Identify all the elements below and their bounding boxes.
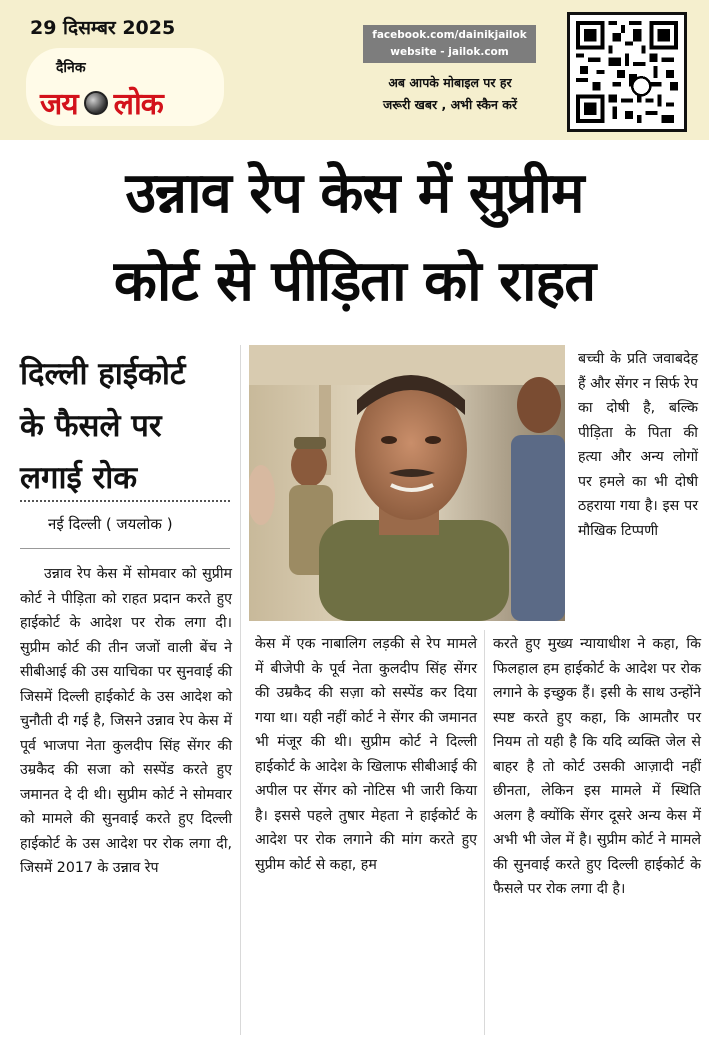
headline-line-1: उन्नाव रेप केस में सुप्रीम xyxy=(125,161,584,226)
subhead-line-1: दिल्ली हाईकोर्ट xyxy=(20,356,186,392)
qr-code-icon[interactable] xyxy=(567,12,687,132)
logo-name-second: लोक xyxy=(113,87,163,122)
subhead-line-3: लगाई रोक xyxy=(20,460,138,496)
newspaper-logo xyxy=(40,82,163,123)
social-info-box xyxy=(363,25,536,63)
news-photo xyxy=(249,345,565,621)
scan-line-1: अब आपके मोबाइल पर हर xyxy=(388,75,512,90)
website-link[interactable]: website - jailok.com xyxy=(390,46,509,58)
headline-line-2: कोर्ट से पीड़िता को राहत xyxy=(113,249,596,314)
divider xyxy=(20,548,230,549)
article-column-3-top xyxy=(578,347,698,543)
divider xyxy=(20,500,230,502)
column-divider xyxy=(240,345,241,1035)
scan-prompt xyxy=(340,72,560,116)
facebook-link[interactable]: facebook.com/dainikjailok xyxy=(372,29,527,41)
article-column-1 xyxy=(20,562,232,881)
logo-dainik-text: दैनिक xyxy=(56,60,86,76)
dateline: नई दिल्ली ( जयलोक ) xyxy=(48,515,173,533)
subheadline xyxy=(20,348,232,504)
scan-line-2: जरूरी खबर , अभी स्कैन करें xyxy=(382,97,517,112)
article-column-2-text: केस में एक नाबालिग लड़की से रेप मामले में बीजेपी के पूर्व नेता कुलदीप सिंह सेंगर की उम्रकैद की सज़ा को सस्पेंड कर दिया गया था। यही नहीं कोर्ट ने सेंगर की जमानत भी मंजूर की थी। सुप्रीम कोर्ट ने दिल्ली हाईकोर्ट के आदेश के खिलाफ सीबीआई की अपील पर सेंगर को नोटिस भी जारी किया है। इससे पहले तुषार मेहता ने हाईकोर्ट के आदेश पर रोक लगाने की मांग करते हुए सुप्रीम कोर्ट से कहा, हम xyxy=(255,636,477,873)
article-column-2 xyxy=(255,632,477,877)
globe-logo-icon xyxy=(84,91,108,115)
subhead-line-2: के फैसले पर xyxy=(20,408,162,444)
article-column-3-top-text: बच्ची के प्रति जवाबदेह हैं और सेंगर न सिर्फ रेप का दोषी है, बल्कि पीड़िता के पिता की हत्या और अन्य लोगों पर हमले का भी दोषी ठहराया गया है। इस पर मौखिक टिप्पणी xyxy=(578,351,698,539)
column-divider xyxy=(484,630,485,1035)
logo-name-first: जय xyxy=(40,87,78,122)
article-column-1-text: उन्नाव रेप केस में सोमवार को सुप्रीम कोर्ट ने पीड़िता को राहत प्रदान करते हुए हाईकोर्ट के आदेश पर रोक लगा दी। सुप्रीम कोर्ट की तीन जजों वाली बेंच ने सीबीआई की उस याचिका पर सुनवाई की जिसमें दिल्ली हाईकोर्ट के उस आदेश को चुनौती दी गई है, जिसने उन्नाव रेप केस में पूर्व भाजपा नेता कुलदीप सिंह सेंगर की उम्रकैद की सजा को सस्पेंड करते हुए जमानत दे दी थी। सुप्रीम कोर्ट ने सोमवार को मामले की सुनवाई करते हुए दिल्ली हाईकोर्ट के उस आदेश पर रोक लगा दी, जिसमें 2017 के उन्नाव रेप xyxy=(20,566,232,876)
headline xyxy=(0,150,709,326)
article-column-3-bottom xyxy=(493,632,701,902)
article-column-3-bottom-text: करते हुए मुख्य न्यायाधीश ने कहा, कि फिलहाल हम हाईकोर्ट के आदेश पर रोक लगाने के इच्छुक हैं। इसी के साथ उन्होंने स्पष्ट करते हुए कहा, कि आमतौर पर नियम तो यही है कि यदि व्यक्ति जेल से बाहर है तो कोर्ट उसकी आज़ादी नहीं छीनता, लेकिन इस मामले में स्थिति अलग है क्योंकि सेंगर दूसरे अन्य केस में अभी भी जेल में है। सुप्रीम कोर्ट ने मामले की सुनवाई करते हुए दिल्ली हाईकोर्ट के फैसले पर रोक लगा दी है। xyxy=(493,636,701,897)
issue-date: 29 दिसम्बर 2025 xyxy=(30,17,176,39)
